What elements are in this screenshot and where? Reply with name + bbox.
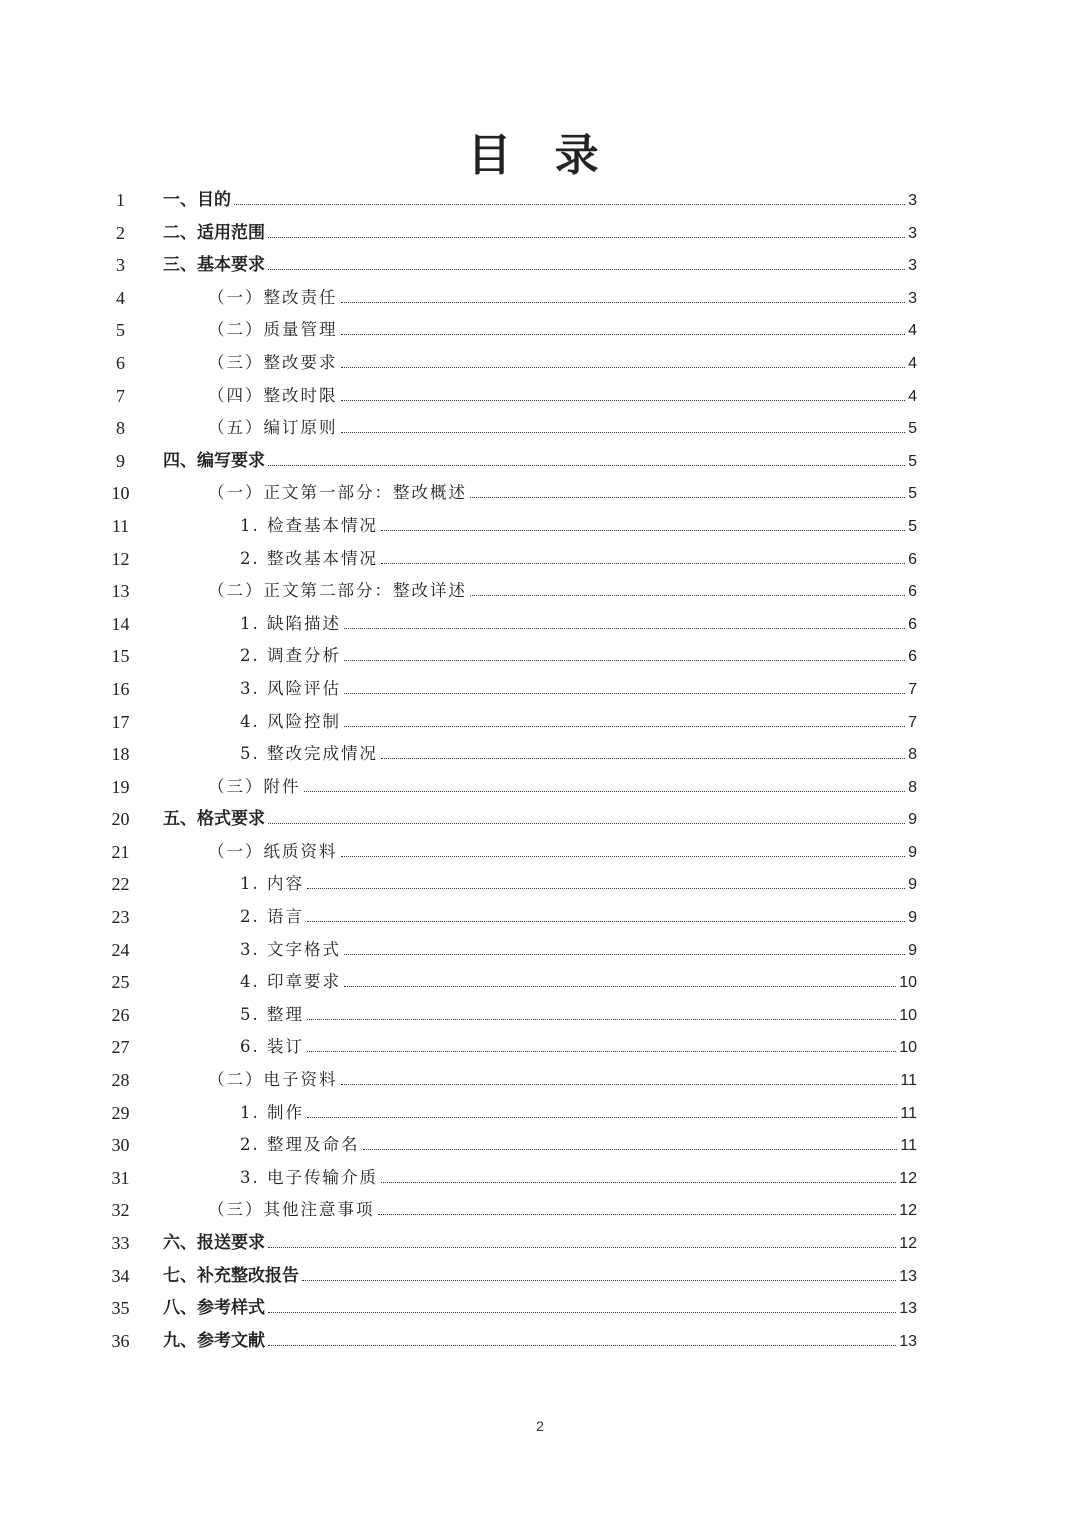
toc-entry-page: 9: [908, 843, 917, 861]
toc-entry-title[interactable]: 一、目的: [163, 190, 231, 210]
toc-entry-page: 11: [900, 1072, 917, 1090]
toc-entry-number: 24: [111, 939, 130, 960]
toc-entry-number: 11: [111, 515, 130, 536]
dot-leader: [268, 268, 905, 270]
toc-entry-number: 30: [111, 1135, 130, 1156]
toc-entry[interactable]: [0, 772, 1080, 805]
toc-entry-number: 6: [116, 352, 125, 373]
toc-entry-line: [240, 644, 917, 669]
toc-entry-page: 3: [908, 192, 917, 209]
toc-entry-number: 12: [111, 548, 130, 569]
toc-entry-number: 4: [116, 287, 125, 308]
toc-entry[interactable]: [0, 1130, 1080, 1163]
toc-entry-title[interactable]: 2. 语言: [240, 907, 304, 927]
toc-entry-title[interactable]: 2. 整理及命名: [240, 1135, 360, 1155]
toc-entry-title[interactable]: （一）整改责任: [208, 287, 338, 307]
toc-entry-number: 26: [111, 1004, 130, 1025]
toc-entry-number: 31: [111, 1167, 130, 1188]
toc-entry-line: [240, 612, 917, 637]
toc-entry-title[interactable]: 2. 调查分析: [240, 646, 341, 666]
toc-entry-page: 6: [908, 583, 917, 601]
toc-entry-line: [163, 1231, 917, 1256]
toc-entry[interactable]: [0, 1293, 1080, 1326]
dot-leader: [470, 496, 905, 498]
toc-entry[interactable]: [0, 804, 1080, 837]
toc-entry-title[interactable]: 四、编写要求: [163, 450, 265, 471]
dot-leader: [307, 1050, 896, 1052]
toc-entry-number: 28: [111, 1070, 130, 1091]
toc-entry[interactable]: [0, 348, 1080, 381]
toc-entry[interactable]: [0, 1195, 1080, 1228]
dot-leader: [268, 464, 905, 466]
toc-entry[interactable]: [0, 967, 1080, 1000]
toc-entry-page: 3: [908, 224, 917, 242]
dot-leader: [307, 1018, 896, 1020]
toc-entry[interactable]: [0, 837, 1080, 870]
toc-entry-page: 10: [899, 1039, 917, 1057]
toc-entry-line: [240, 710, 917, 735]
dot-leader: [341, 333, 906, 335]
toc-entry-line: [163, 221, 917, 246]
toc-entry-number: 5: [116, 320, 125, 341]
toc-entry-page: 7: [908, 680, 917, 698]
dot-leader: [381, 757, 905, 759]
toc-entry-page: 3: [908, 289, 917, 307]
toc-entry-line: [240, 938, 917, 963]
toc-entry[interactable]: [0, 446, 1080, 479]
toc-entry-number: 1: [116, 190, 125, 210]
toc-entry[interactable]: [0, 1228, 1080, 1261]
dot-leader: [363, 1148, 898, 1150]
toc-entry[interactable]: [0, 413, 1080, 446]
toc-entry[interactable]: [0, 544, 1080, 577]
toc-entry-page: 6: [908, 648, 917, 666]
toc-entry-page: 13: [899, 1300, 917, 1318]
dot-leader: [381, 1181, 896, 1183]
toc-entry-line: [208, 351, 917, 376]
toc-entry-title[interactable]: 3. 电子传输介质: [240, 1167, 378, 1187]
dot-leader: [341, 855, 906, 857]
toc-entry-line: [163, 253, 917, 278]
dot-leader: [304, 790, 906, 792]
toc-entry[interactable]: [0, 250, 1080, 283]
toc-entry-page: 12: [899, 1202, 917, 1220]
toc-entry-number: 29: [111, 1102, 130, 1123]
toc-entry-line: [163, 1264, 917, 1289]
toc-entry-number: 17: [111, 711, 130, 732]
toc-entry-title[interactable]: 五、格式要求: [163, 809, 265, 830]
toc-entry-title[interactable]: 八、参考样式: [163, 1298, 265, 1319]
toc-entry[interactable]: [0, 283, 1080, 316]
toc-entry-page: 13: [899, 1267, 917, 1285]
toc-entry-number: 32: [111, 1200, 130, 1221]
toc-entry-line: [240, 1003, 917, 1028]
toc-entry-line: [163, 807, 917, 832]
toc-entry[interactable]: [0, 1163, 1080, 1196]
dot-leader: [307, 1116, 897, 1118]
toc-entry-title[interactable]: 1. 检查基本情况: [240, 515, 378, 535]
toc-entry-line: [208, 384, 917, 409]
toc-entry-line: [208, 286, 917, 311]
toc-entry-number: 14: [111, 613, 130, 634]
toc-entry[interactable]: [0, 478, 1080, 511]
toc-entry-line: [208, 318, 917, 343]
toc-entry-title[interactable]: 三、基本要求: [163, 255, 265, 276]
toc-entry-title[interactable]: （二）正文第二部分：整改详述: [208, 581, 467, 601]
toc-entry[interactable]: [0, 185, 1080, 218]
dot-leader: [302, 1279, 896, 1281]
toc-entry-page: 5: [908, 485, 917, 503]
toc-entry-page: 9: [908, 909, 917, 927]
toc-entry-page: 7: [908, 713, 917, 731]
toc-entry-number: 16: [111, 678, 130, 699]
toc-entry-line: [240, 905, 917, 930]
dot-leader: [344, 725, 905, 727]
dot-leader: [268, 822, 905, 824]
page-title: 目 录: [467, 130, 613, 181]
toc-entry-number: 9: [116, 450, 125, 471]
toc-entry[interactable]: [0, 707, 1080, 740]
toc-entry-line: [240, 1035, 917, 1060]
toc-entry-line: [240, 872, 917, 897]
toc-entry-number: 33: [111, 1233, 130, 1253]
toc-entry-number: 15: [111, 646, 130, 667]
toc-entry-page: 4: [908, 354, 917, 372]
dot-leader: [268, 1246, 896, 1248]
dot-leader: [307, 887, 905, 889]
dot-leader: [341, 301, 906, 303]
toc-entry-title[interactable]: 1. 内容: [240, 874, 304, 894]
toc-entry-line: [240, 547, 917, 572]
dot-leader: [344, 953, 905, 955]
dot-leader: [341, 366, 906, 368]
toc-entry[interactable]: [0, 1326, 1080, 1359]
toc-entry-title[interactable]: （三）附件: [208, 776, 301, 796]
toc-entry-page: 11: [900, 1104, 917, 1122]
toc-entry-title[interactable]: 二、适用范围: [163, 222, 265, 243]
toc-entry-page: 5: [908, 420, 917, 438]
toc-entry[interactable]: [0, 739, 1080, 772]
toc-entry[interactable]: [0, 576, 1080, 609]
dot-leader: [344, 659, 905, 661]
toc-entry-page: 5: [908, 517, 917, 535]
toc-entry[interactable]: [0, 869, 1080, 902]
dot-leader: [344, 692, 905, 694]
toc-entry[interactable]: [0, 674, 1080, 707]
toc-entry-page: 4: [908, 387, 917, 405]
toc-entry-line: [240, 677, 917, 702]
page-number: 2: [536, 1418, 544, 1434]
toc-entry-page: 13: [899, 1332, 917, 1350]
toc-entry-title[interactable]: 4. 印章要求: [240, 972, 341, 992]
toc-entry-title[interactable]: （五）编订原则: [208, 418, 338, 438]
toc-entry-title[interactable]: 3. 文字格式: [240, 939, 341, 959]
toc-entry-page: 3: [908, 257, 917, 275]
toc-entry-page: 6: [908, 615, 917, 633]
toc-entry-line: [240, 1101, 917, 1126]
toc-entry-line: [240, 1133, 917, 1158]
toc-entry-number: 8: [116, 418, 125, 439]
dot-leader: [341, 431, 906, 433]
toc-entry-number: 18: [111, 744, 130, 765]
toc-entry-line: [208, 481, 917, 506]
toc-entry-title[interactable]: 5. 整改完成情况: [240, 744, 378, 764]
toc-entry[interactable]: [0, 315, 1080, 348]
toc-entry-line: [240, 742, 917, 767]
toc-entry-number: 10: [111, 483, 130, 504]
toc-entry-number: 19: [111, 776, 130, 797]
toc-entry-number: 34: [111, 1265, 130, 1286]
toc-entry-line: [208, 840, 917, 865]
toc-entry[interactable]: [0, 1261, 1080, 1294]
dot-leader: [470, 594, 905, 596]
toc-entry-line: [208, 1068, 917, 1093]
toc-entry[interactable]: [0, 1065, 1080, 1098]
toc-entry-line: [163, 188, 917, 213]
dot-leader: [378, 1213, 897, 1215]
toc-entry-line: [240, 970, 917, 995]
toc-entry-line: [208, 416, 917, 441]
dot-leader: [344, 627, 905, 629]
toc-entry-title[interactable]: 九、参考文献: [163, 1330, 265, 1351]
toc-entry-number: 21: [111, 841, 130, 862]
dot-leader: [307, 920, 905, 922]
toc-entry-title[interactable]: （二）质量管理: [208, 320, 338, 340]
toc-entry-line: [163, 1329, 917, 1354]
toc-entry[interactable]: [0, 902, 1080, 935]
toc-entry-page: 10: [899, 974, 917, 992]
toc-entry-number: 20: [111, 809, 130, 830]
toc-entry-page: 9: [908, 811, 917, 829]
toc-entry-page: 9: [908, 941, 917, 959]
toc-entry-title[interactable]: 七、补充整改报告: [163, 1265, 299, 1286]
toc-entry-title[interactable]: （三）其他注意事项: [208, 1200, 375, 1220]
toc-entry-title[interactable]: 2. 整改基本情况: [240, 548, 378, 568]
toc-entry[interactable]: [0, 1032, 1080, 1065]
toc-entry-title[interactable]: 1. 缺陷描述: [240, 613, 341, 633]
toc-entry-page: 10: [899, 1006, 917, 1024]
toc-entry-page: 9: [908, 876, 917, 894]
toc-entry-title[interactable]: 6. 装订: [240, 1037, 304, 1057]
toc-entry-title[interactable]: （三）整改要求: [208, 352, 338, 372]
toc-entry[interactable]: [0, 935, 1080, 968]
toc-entry[interactable]: [0, 1000, 1080, 1033]
toc-entry-number: 36: [111, 1330, 130, 1351]
toc-entry-title[interactable]: 六、报送要求: [163, 1233, 265, 1253]
toc-entry-line: [208, 775, 917, 800]
toc-entry-page: 5: [908, 452, 917, 470]
toc-entry-number: 2: [116, 222, 125, 243]
dot-leader: [234, 203, 905, 205]
toc-entry-number: 25: [111, 972, 130, 993]
toc-entry-line: [208, 1198, 917, 1223]
toc-entry-title[interactable]: 4. 风险控制: [240, 711, 341, 731]
toc-entry-number: 3: [116, 255, 125, 276]
toc-entry[interactable]: [0, 609, 1080, 642]
dot-leader: [268, 236, 905, 238]
toc-entry-page: 12: [899, 1169, 917, 1187]
toc-entry-title[interactable]: （一）正文第一部分：整改概述: [208, 483, 467, 503]
table-of-contents: [0, 185, 1080, 1358]
toc-entry-page: 8: [908, 746, 917, 764]
toc-entry[interactable]: [0, 381, 1080, 414]
dot-leader: [268, 1311, 896, 1313]
toc-entry-line: [208, 579, 917, 604]
toc-entry-title[interactable]: （二）电子资料: [208, 1070, 338, 1090]
toc-entry-page: 4: [908, 322, 917, 340]
toc-entry-number: 22: [111, 874, 130, 895]
toc-entry-page: 8: [908, 778, 917, 796]
dot-leader: [381, 529, 905, 531]
dot-leader: [268, 1344, 896, 1346]
toc-entry-line: [240, 1166, 917, 1191]
dot-leader: [381, 562, 905, 564]
toc-entry-title[interactable]: 5. 整理: [240, 1004, 304, 1024]
toc-entry-number: 23: [111, 907, 130, 928]
dot-leader: [341, 1083, 898, 1085]
toc-entry[interactable]: [0, 511, 1080, 544]
toc-entry-number: 7: [116, 385, 125, 406]
toc-entry-number: 13: [111, 581, 130, 602]
toc-entry-number: 27: [111, 1037, 130, 1058]
dot-leader: [344, 985, 896, 987]
toc-entry-line: [163, 1296, 917, 1321]
toc-entry-title[interactable]: （四）整改时限: [208, 385, 338, 405]
toc-entry-page: 12: [899, 1235, 917, 1252]
toc-entry-title[interactable]: （一）纸质资料: [208, 841, 338, 861]
toc-entry-page: 6: [908, 550, 917, 568]
toc-entry[interactable]: [0, 641, 1080, 674]
toc-entry-line: [163, 449, 917, 474]
toc-entry-number: 35: [111, 1298, 130, 1319]
toc-entry-line: [240, 514, 917, 539]
dot-leader: [341, 399, 906, 401]
toc-entry-title[interactable]: 1. 制作: [240, 1102, 304, 1122]
toc-entry[interactable]: [0, 218, 1080, 251]
toc-entry-page: 11: [900, 1137, 917, 1155]
toc-entry[interactable]: [0, 1098, 1080, 1131]
toc-entry-title[interactable]: 3. 风险评估: [240, 678, 341, 698]
